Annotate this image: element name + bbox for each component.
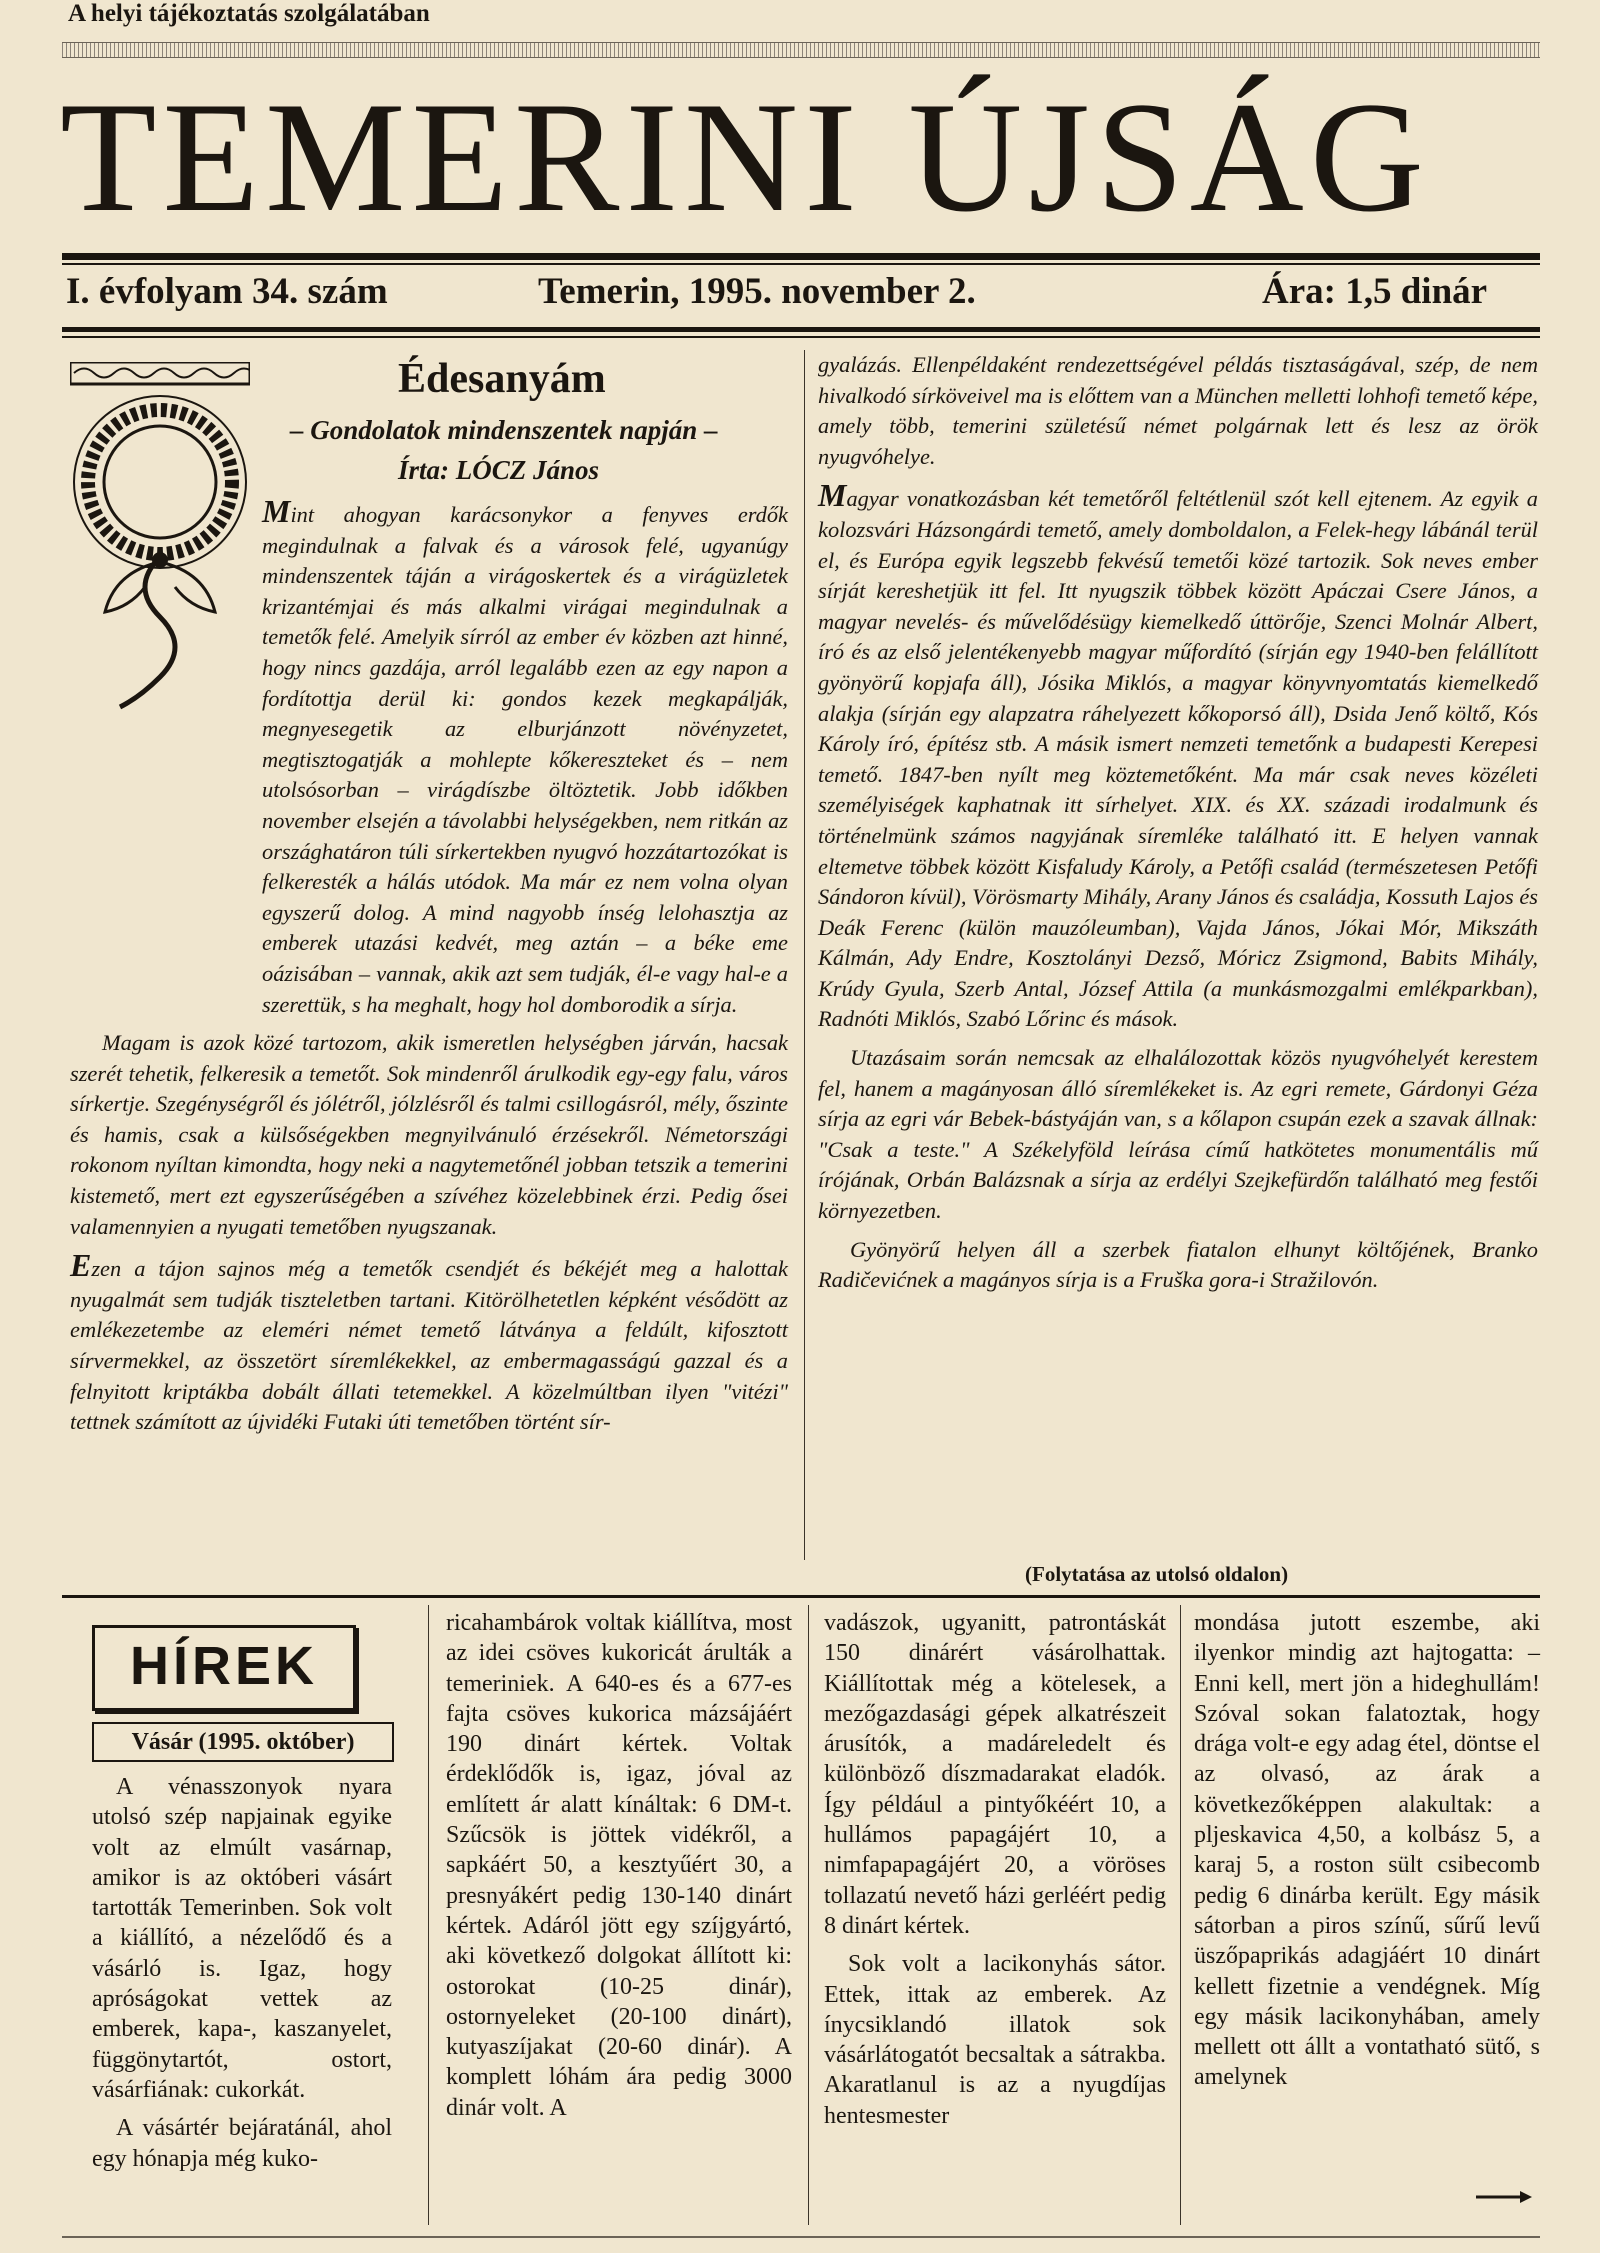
news-column-4 — [1194, 1608, 1540, 2101]
drop-cap: M — [262, 493, 291, 529]
news-section-badge: HÍREK — [92, 1625, 356, 1711]
masthead-title: TEMERINI ÚJSÁG — [60, 70, 1430, 245]
news-column-2 — [446, 1608, 792, 2131]
info-rule — [62, 327, 1540, 332]
tagline: A helyi tájékoztatás szolgálatában — [68, 0, 430, 27]
price: Ára: 1,5 dinár — [1262, 271, 1488, 312]
article-byline: Írta: LÓCZ János — [398, 455, 600, 485]
news-column-separator — [808, 1605, 809, 2225]
article-paragraph: Gyönyörű helyen áll a szerbek fiatalon elhunyt költőjének, Branko Radičevićnek a magányos sírja is a Fruška gora-i Stražilovón. — [818, 1236, 1538, 1293]
article-paragraph: Magyar vonatkozásban két temetőről feltétlenül szót kell ejtenem. Az egyik a kolozsvári Házsongárdi temető, amely domboldalon, a Felek-hegy lábánál terül el, és Európa egyik legszebb fekvésű temetői közé tartozik. Sok neves ember sírját kereshetjük itt fel. Itt nyugszik többek között Apáczai Csere János, a magyar nevelés- és művelődésügy kiemelkedő úttörője, Szenci Molnár Albert, író és az első jelentékenyebb magyar műfordító (sírján egy 1940-ben felállított gyönyörű kopjafa áll), Jósika Miklós, a magyar könyvnyomtatás kiemelkedő alakja (sírján egy alapzatra ráhelyezett kőkoporsó áll), Dsida Jenő költő, Kós Károly író, építész stb. A másik ismert nemzeti temetőnk a budapesti Kerepesi temető. 1847-ben nyílt meg köztemetőként. Ma már csak neves közéleti személyiségek kaphatnak itt sírhelyet. XIX. és XX. századi irodalmunk és történelmünk számos nagyjának síremléke található itt. E helyen vannak eltemetve többek között Kisfaludy Károly, a Petőfi család (természetesen Petőfi Sándoron kívül), Vörösmarty Mihály, Arany János és családja, Kossuth Lajos és Deák Ferenc (külön mauzóleumban), Vajda János, Jókai Mór, Mikszáth Kálmán, Ady Endre, Kosztolányi Dezső, Móricz Zsigmond, Babits Mihály, Krúdy Gyula, Szerb Antal, József Attila (a munkásmozgalmi emlékparkban), Radnóti Miklós, Szabó Lőrinc és mások. — [818, 477, 1538, 1032]
article-paragraph: gyalázás. Ellenpéldaként rendezettségével példás tisztaságával, szép, de nem hivalkodó sírköveivel ma is előttem van a München melletti lohhofi temető képe, amely több, temerini születésű német polgárnak lett és lesz az örök nyugvóhelye. — [818, 352, 1538, 469]
column-separator — [804, 350, 805, 1560]
continued-note: (Folytatása az utolsó oldalon) — [1025, 1562, 1289, 1586]
issue-number: I. évfolyam 34. szám — [66, 271, 388, 312]
page-bottom-rule — [62, 2236, 1540, 2238]
article-paragraph: Mint ahogyan karácsonykor a fenyves erdők megindulnak a falvak és a városok felé, ugyanúgy mindenszentek táján a virágoskertek és a virágüzletek krizantémjai és más alkalmi virágai megindulnak a temetők felé. Amelyik sírról az ember év közben azt hinné, hogy nincs gazdája, arról legalább ezen az egy napon a fordítottja derül ki: gondos kezek megkapálják, megnyesegetik az elburjánzott növényzetet, megtisztogatják a mohlepte kőkereszteket és – nem utolsósorban – virágdíszbe öltöztetik. Jobb időkben november elsején a távolabbi helységekben, nem ritkán az országhatáron túli sírkertekben nyugvó hozzátartozókat is felkeresték a hálás utódok. Ma már ez nem volna olyan egyszerű dolog. A mind nagyobb ínség lelohasztja az emberek utazási kedvét, meg aztán – a béke eme oázisában – vannak, akik azt sem tudják, él-e vagy hal-e a szerettük, s ha meghalt, hogy hol domborodik a sírja. — [262, 493, 788, 1017]
news-paragraph: Sok volt a lacikonyhás sátor. Ettek, ittak az emberek. Az ínycsiklandó illatok sok vásárlátogatót becsaltak a sátrakba. Akaratlanul is az a nyugdíjas hentesmester — [824, 1951, 1166, 2129]
arrow-right-icon — [1476, 2190, 1532, 2204]
header-hatch-band — [62, 42, 1540, 58]
info-rule-thin — [62, 336, 1540, 338]
article-paragraph: Magam is azok közé tartozom, akik ismeretlen helységben járván, hacsak szerét tehetik, felkeresik a temetőt. Sok mindenről árulkodik egy-egy falu, város sírkertje. Szegénységről és jólétről, jólzlésről és talmi csillogásról, mély, őszinte és hamis, csak a külsőségekben megnyilvánuló érzésekről. Németországi rokonom nyíltan kimondta, hogy neki a nagytemetőnél jobban tetszik a temerini kistemető, mert ezt egyszerűségében a szívéhez közelebbinek érzi. Pedig ősei valamennyien a nyugati temetőben nyugszanak. — [70, 1030, 788, 1239]
news-column-3 — [824, 1608, 1166, 2139]
article-paragraph: Utazásaim során nemcsak az elhalálozottak közös nyugvóhelyét kerestem fel, hanem a magányosan álló síremlékeket is. Az egri remete, Gárdonyi Géza sírja az egri vár Bebek-bástyáján van, s a kőlapon csupán ezek a szavak állnak: "Csak a teste." A Székelyföld leírása című hatkötetes monumentális mű írójának, Orbán Balázsnak a sírja az erdélyi Szejkefürdőn található meg festői környezetben. — [818, 1045, 1538, 1224]
masthead-rule-thin — [62, 263, 1540, 265]
article-column-2 — [818, 350, 1538, 1304]
news-paragraph: A vénasszonyok nyara utolsó szép napjainak egyike volt az elmúlt vasárnap, amikor is az októberi vásárt tartották Temerinben. Sok volt a kiállító, a nézelődő és a vásárló is. Igaz, hogy apróságokat vettek az emberek, kapa-, kaszanyelet, függönytartót, ostort, vásárfiának: cukorkát. — [92, 1774, 392, 2103]
news-column-separator — [1180, 1605, 1181, 2225]
article-subtitle: – Gondolatok mindenszentek napján – — [290, 415, 718, 445]
place-date: Temerin, 1995. november 2. — [538, 271, 976, 312]
news-column-separator — [428, 1605, 429, 2225]
news-headline: Vásár (1995. október) — [92, 1722, 394, 1762]
drop-cap: M — [818, 477, 847, 514]
news-paragraph: mondása jutott eszembe, aki ilyenkor mindig azt hajtogatta: – Enni kell, mert jön a hideghullám! Szóval sokan falatoztak, hogy drága volt-e egy adag étel, döntse el az olvasó, az árak a következőképpen alakultak: a pljeskavica 4,50, a kolbász 5, a karaj 5, a roston sült csibecomb pedig 6 dinárba került. Egy másik sátorban a piros színű, sűrű levű üszőpaprikás adagjáért 10 dinárt kellett fizetnie a vendégnek. Míg egy másik lacikonyhában, amely mellett ott állt a vontatható sütő, s amelynek — [1194, 1610, 1540, 2091]
article-paragraph: Ezen a tájon sajnos még a temetők csendjét és békéjét meg a halottak nyugalmát sem tudják tiszteletben tartani. Kitörölhetetlen képként vésődött az emlékezetembe az eleméri német temető látványa a feldúlt, kifosztott sírvermekkel, az összetört síremlékekkel, az embermagasságú gazzal és a felnyitott kriptákba dobált állati tetemekkel. A közelmúltban ilyen "vitézi" tettnek számított az újvidéki Futaki úti temetőben történt sír- — [70, 1247, 788, 1435]
news-section-rule — [62, 1595, 1540, 1598]
news-paragraph: vadászok, ugyanitt, patrontáskát 150 dinárért vásárolhattak. Kiállítottak még a kötelesek, a mezőgazdasági gépek alkatrészeit árusítók, a madáreledelt és különböző díszmadarakat eladók. Így például a pintyőkéért 10, a hullámos papagájért 10, a nimfapapagájért 20, a vöröses tollazatú nevető házi gerléért pedig 8 dinárt kértek. — [824, 1610, 1166, 1939]
masthead-rule — [62, 253, 1540, 260]
article-column-1 — [70, 493, 788, 1446]
article-title: Édesanyám — [398, 356, 606, 402]
news-column-1 — [92, 1772, 392, 2182]
drop-cap: E — [70, 1247, 92, 1284]
news-paragraph: A vásártér bejáratánál, ahol egy hónapja még kuko- — [92, 2115, 392, 2172]
news-paragraph: ricahambárok voltak kiállítva, most az idei csöves kukoricát árulták a temeriniek. A 640-es és a 677-es fajta csöves kukorica mázsájáért 190 dinárt kértek. Voltak érdeklődők is, igaz, jóval az említett ár alatt kínáltak: 6 DM-t. Szűcsök is jöttek vidékről, a sapkáért 50, a kesztyűért 30, a presnyákért pedig 130-140 dinárt kértek. Adáról jött egy szíjgyártó, aki következő dolgokat állított ki: ostorokat (10-25 dinár), ostornyeleket (20-100 dinárt), kutyaszíjakat (20-60 dinár). A komplett lóhám ára pedig 3000 dinár volt. A — [446, 1610, 792, 2121]
